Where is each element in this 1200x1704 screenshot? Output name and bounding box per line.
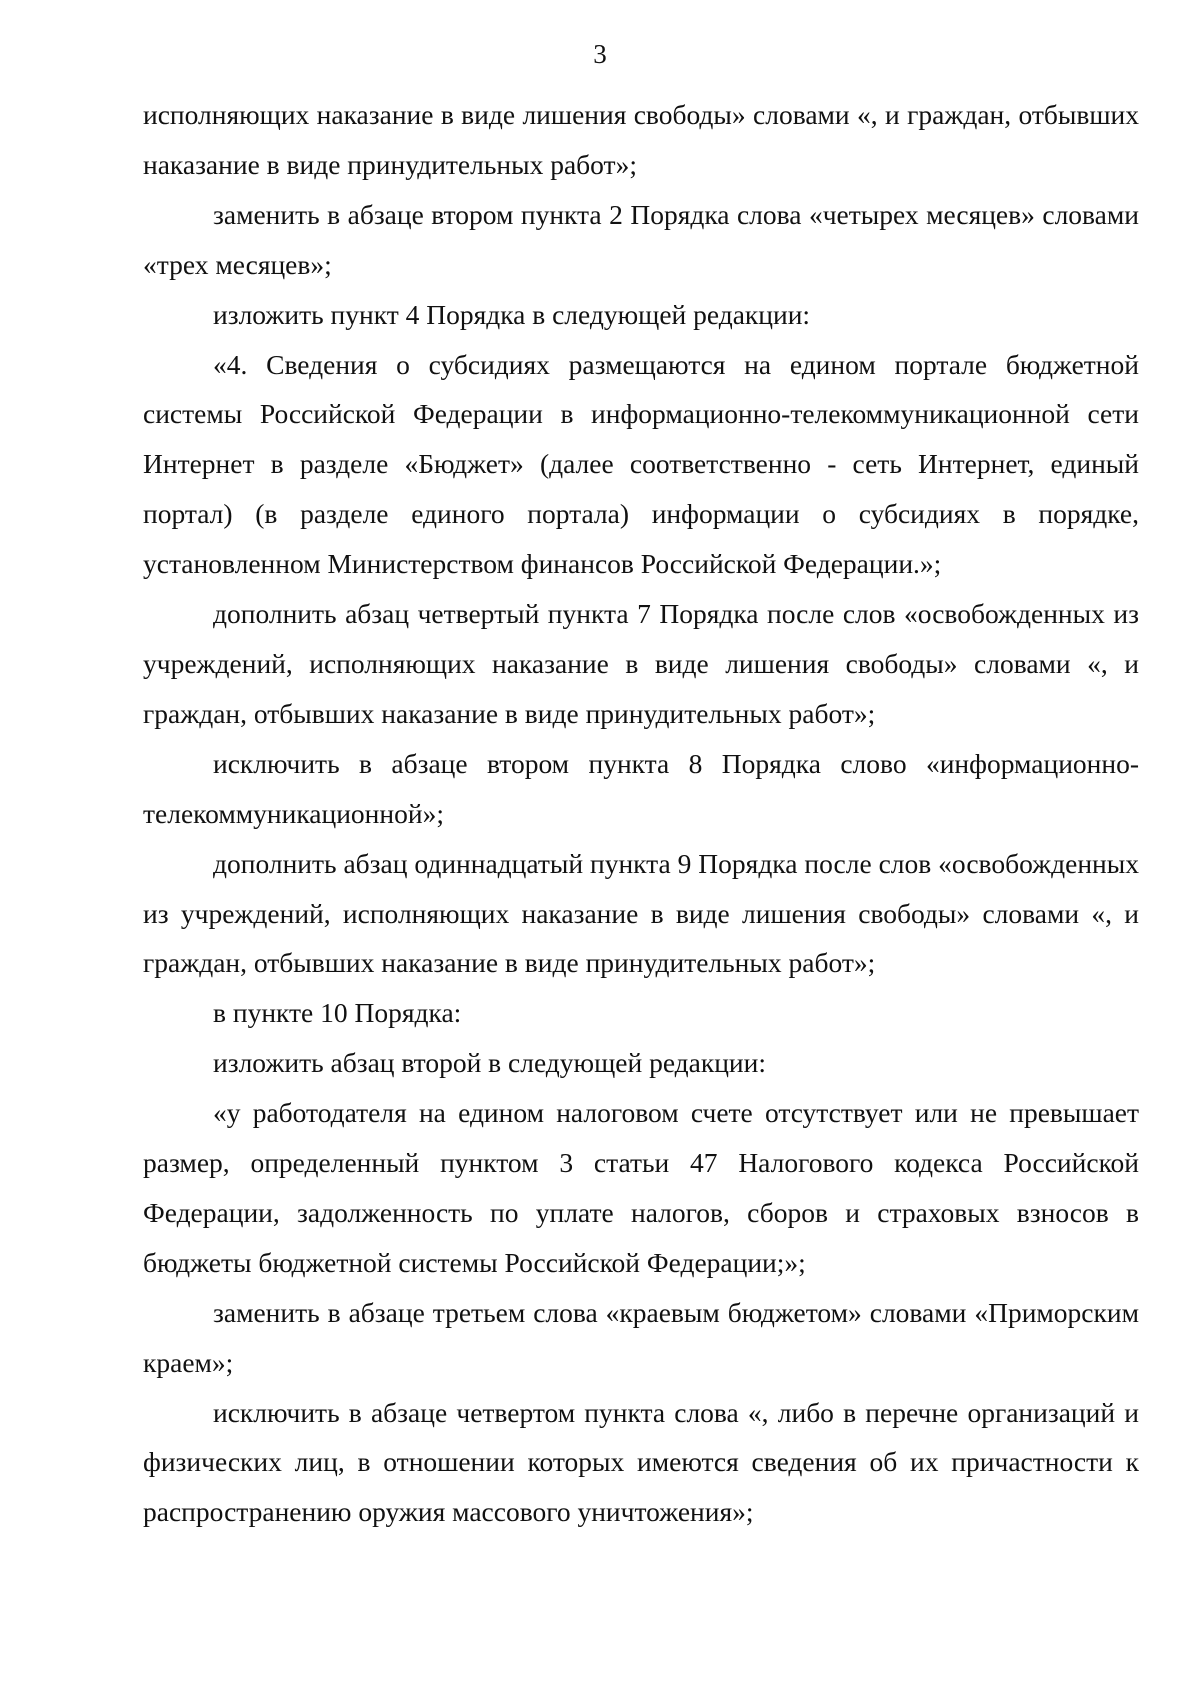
paragraph-9: изложить абзац второй в следующей редакции: xyxy=(213,1047,767,1079)
page-number: 3 xyxy=(593,39,607,69)
paragraph-10: «у работодателя на едином налоговом счете отсутствует или не превышает размер, определенный пунктом 3 статьи 47 Налогового кодекса Российской Федерации, задолженность по уплате налогов, сборов и страховых взносов в бюджеты бюджетной системы Российской Федерации;»; xyxy=(143,1097,1139,1278)
paragraph-1: исполняющих наказание в виде лишения свободы» словами «, и граждан, отбывших наказание в виде принудительных работ»; xyxy=(143,99,1139,180)
paragraph-5: дополнить абзац четвертый пункта 7 Порядка после слов «освобожденных из учреждений, исполняющих наказание в виде лишения свободы» словами «, и граждан, отбывших наказание в виде принудительных работ»; xyxy=(143,598,1139,729)
paragraph-4: «4. Сведения о субсидиях размещаются на едином портале бюджетной системы Российской Федерации в информационно-телекоммуникационной сети Интернет в разделе «Бюджет» (далее соответственно - сеть Интернет, единый портал) (в разделе единого портала) информации о субсидиях в порядке, установленном Министерством финансов Российской Федерации.»; xyxy=(143,348,1139,580)
paragraph-3: изложить пункт 4 Порядка в следующей редакции: xyxy=(213,298,811,330)
paragraph-11: заменить в абзаце третьем слова «краевым бюджетом» словами «Приморским краем»; xyxy=(143,1296,1139,1378)
paragraph-6: исключить в абзаце втором пункта 8 Порядка слово «информационно-телекоммуникационной»; xyxy=(143,747,1139,829)
paragraph-12: исключить в абзаце четвертом пункта слова «, либо в перечне организаций и физических лиц, в отношении которых имеются сведения об их причастности к распространению оружия массового уничтожения»; xyxy=(143,1396,1139,1528)
document-body xyxy=(143,90,1139,1537)
paragraph-7: дополнить абзац одиннадцатый пункта 9 Порядка после слов «освобожденных из учреждений, исполняющих наказание в виде лишения свободы» словами «, и граждан, отбывших наказание в виде принудительных работ»; xyxy=(143,847,1139,979)
paragraph-2: заменить в абзаце втором пункта 2 Порядка слова «четырех месяцев» словами «трех месяцев»; xyxy=(143,198,1139,280)
paragraph-8: в пункте 10 Порядка: xyxy=(213,997,462,1029)
